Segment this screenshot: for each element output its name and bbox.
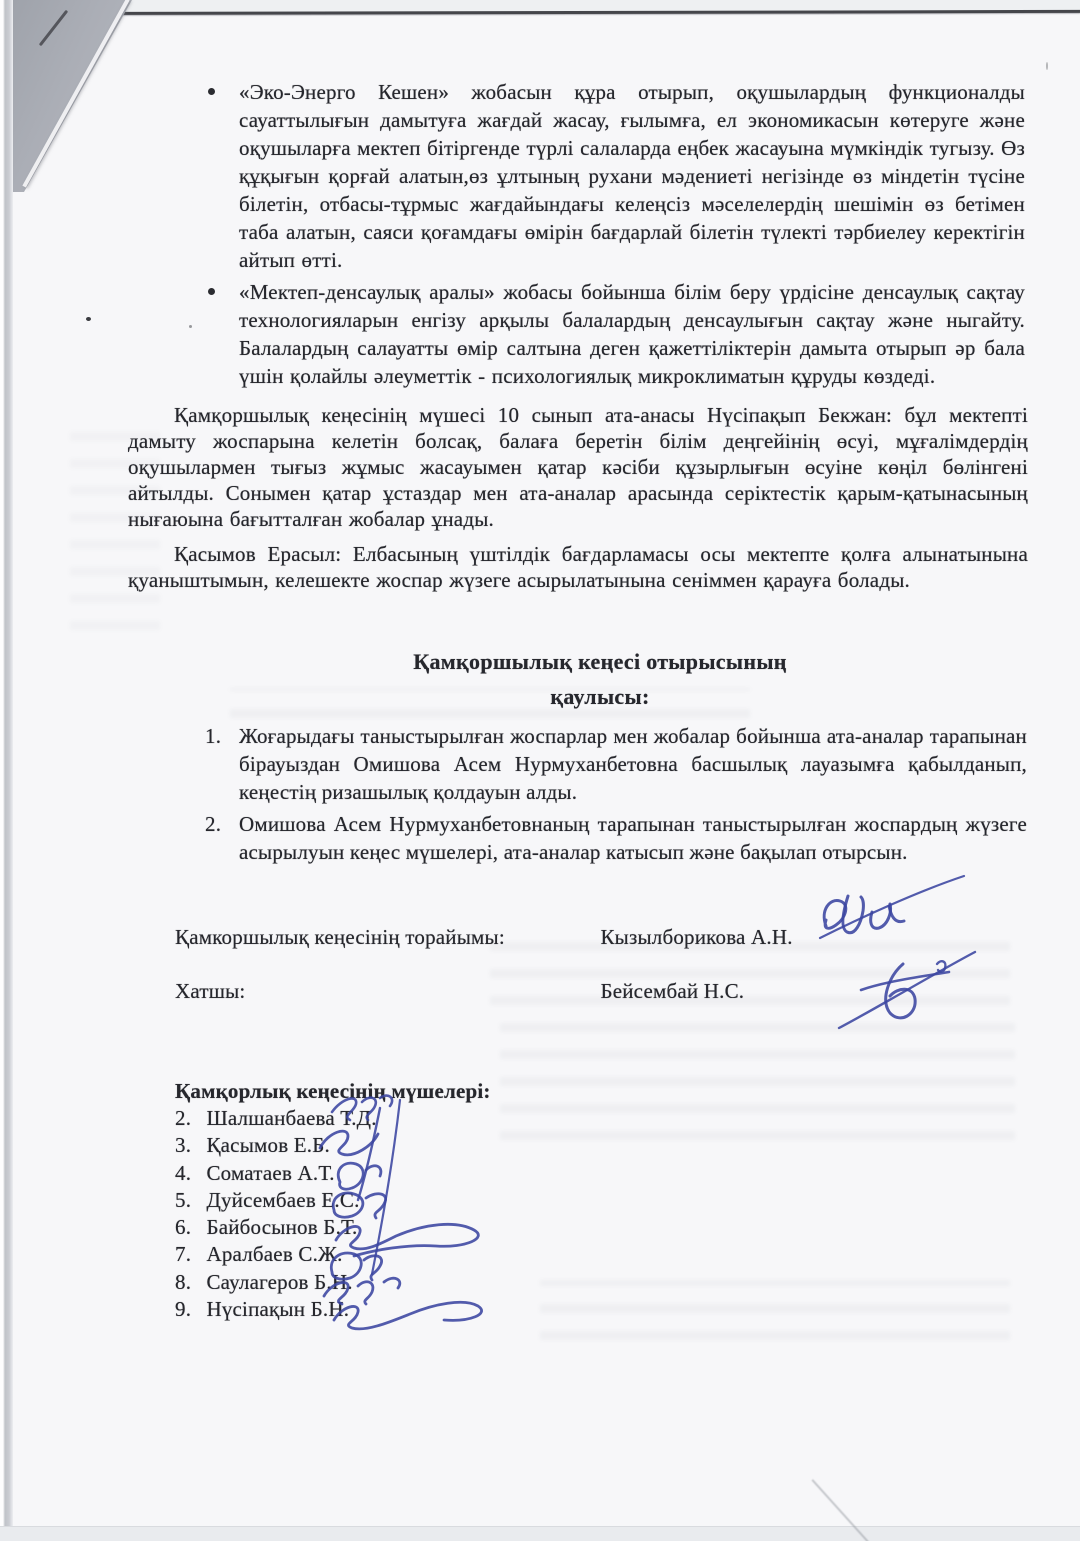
- bullet-item: [205, 278, 1025, 390]
- signatory-row: [175, 924, 1025, 951]
- ink-speck: [86, 317, 91, 321]
- resolution-item: [205, 810, 1027, 866]
- signatory-name: Кызылборикова А.Н.: [600, 925, 793, 949]
- members-list: [175, 1105, 635, 1323]
- member-row: [175, 1241, 635, 1268]
- member-row: [175, 1160, 635, 1187]
- signatory-row: [175, 978, 1025, 1005]
- signatory-block: [175, 924, 1025, 1032]
- resolution-heading: [150, 644, 1050, 714]
- member-number: 2.: [175, 1106, 192, 1130]
- member-row: [175, 1296, 635, 1323]
- paragraph: Қасымов Ерасыл: Елбасының үштілдік бағдарламасы осы мектепте қолға алынатынына қуаныштымын, келешекте жоспар жүзеге асырылатынына сеніммен қарауға болады.: [128, 542, 1028, 592]
- paragraph: Қамқоршылық кеңесінің мүшесі 10 сынып ата-анасы Нүсіпақып Бекжан: бұл мектепті дамыту жоспарына келетін болсақ, балаға беретін білім деңгейінің өсуі, мұғалімдердің оқушылармен тығыз жұмыс жасауымен қатар кәсіби құзырлығын өсуіне көңіл бөлінгені айтылды. Сонымен қатар ұстаздар мен ата-аналар арасында серіктестік қарым-қатынасының нығаюына бағытталған жобалар ұнады.: [128, 403, 1028, 531]
- signatory-name: Бейсембай Н.С.: [600, 979, 745, 1003]
- member-number: 4.: [175, 1160, 192, 1185]
- member-name: Аралбаев С.Ж.: [206, 1242, 343, 1267]
- resolution-heading-line2: қаулысы:: [550, 684, 650, 709]
- member-name: Дуйсембаев Е.С.: [206, 1187, 360, 1212]
- scan-bottom-edge: [0, 1526, 1080, 1541]
- member-name: Саулагеров Б.Н.: [206, 1269, 353, 1294]
- bullet-dot-icon: [208, 88, 215, 95]
- member-name: Нүсіпақын Б.Н.: [206, 1297, 350, 1322]
- signatory-role-label: Хатшы:: [175, 979, 246, 1003]
- member-name: Байбосынов Б.Т.: [206, 1215, 358, 1240]
- member-number: 6.: [175, 1215, 192, 1240]
- member-number: 9.: [175, 1297, 192, 1322]
- resolution-item-number: 1.: [205, 724, 222, 748]
- member-row: [175, 1132, 635, 1159]
- ink-speck: [1046, 62, 1048, 70]
- member-row: [175, 1269, 635, 1296]
- bullet-dot-icon: [208, 288, 215, 295]
- member-number: 8.: [175, 1269, 192, 1294]
- resolution-item-text: Жоғарыдағы таныстырылған жоспарлар мен жобалар бойынша ата-аналар тарапынан бірауыздан Омишова Асем Нурмуханбетовна басшылық лауазымға қабылданып, кеңестің ризашылық қолдауын алды.: [239, 724, 1027, 804]
- member-name: Шалшанбаева Т.Д.: [206, 1106, 377, 1130]
- member-number: 3.: [175, 1133, 192, 1158]
- members-heading: Қамқорлық кеңесінің мүшелері:: [175, 1079, 491, 1103]
- member-name: Қасымов Е.Б.: [206, 1133, 330, 1158]
- member-number: 5.: [175, 1187, 192, 1212]
- member-row: [175, 1214, 635, 1241]
- resolution-item-list: [205, 722, 1027, 870]
- scan-left-edge: [0, 0, 13, 1541]
- project-bullet-list: [205, 78, 1025, 394]
- bullet-text: «Мектеп-денсаулық аралы» жобасы бойынша білім беру үрдісіне денсаулық сақтау технологияларын енгізу арқылы балалардың денсаулығын сақтау және ныгайту. Балалардың салауатты өмір салтына деген қажеттіліктерін дамыта отырып әр бала үшін қолайлы әлеуметтік - психологиялық микроклиматын құруды көздеді.: [239, 280, 1025, 388]
- resolution-item: [205, 722, 1027, 806]
- member-name: Соматаев А.Т.: [206, 1160, 335, 1185]
- member-number: 7.: [175, 1242, 192, 1267]
- resolution-heading-line1: Қамқоршылық кеңесі отырысының: [413, 649, 787, 674]
- member-row: [175, 1105, 635, 1132]
- discussion-paragraphs: [128, 402, 1028, 602]
- signatory-role-label: Қамкоршылық кеңесінің торайымы:: [175, 925, 505, 949]
- member-row: [175, 1187, 635, 1214]
- members-block: [175, 1078, 635, 1323]
- resolution-item-number: 2.: [205, 812, 222, 836]
- folded-corner: [0, 0, 140, 192]
- resolution-item-text: Омишова Асем Нурмуханбетовнаның тарапынан таныстырылған жоспардың жүзеге асырылуын кеңес мүшелері, ата-аналар катысып және бақылап отырсын.: [239, 812, 1027, 864]
- ink-speck: [189, 325, 192, 328]
- bullet-item: [205, 78, 1025, 274]
- bullet-text: «Эко-Энерго Кешен» жобасын құра отырып, оқушылардың функционалды сауаттылығын дамытуға жағдай жасау, ғылымға, ел экономикасын көтеруге және оқушыларға мектеп бітіргенде түрлі салаларда еңбек жасауына мүмкіндік тугызу. Өз құқығын қорғай алатын,өз ұлтының рухани мәдениеті негізінде өз міндетін түсіне білетін, отбасы-тұрмыс жағдайындағы келеңсіз мәселелердің шешімін өз бетімен таба алатын, саяси қоғамдағы өмірін бағдарлай білетін түлекті тәрбиелеу керектігін айтып өтті.: [239, 80, 1025, 272]
